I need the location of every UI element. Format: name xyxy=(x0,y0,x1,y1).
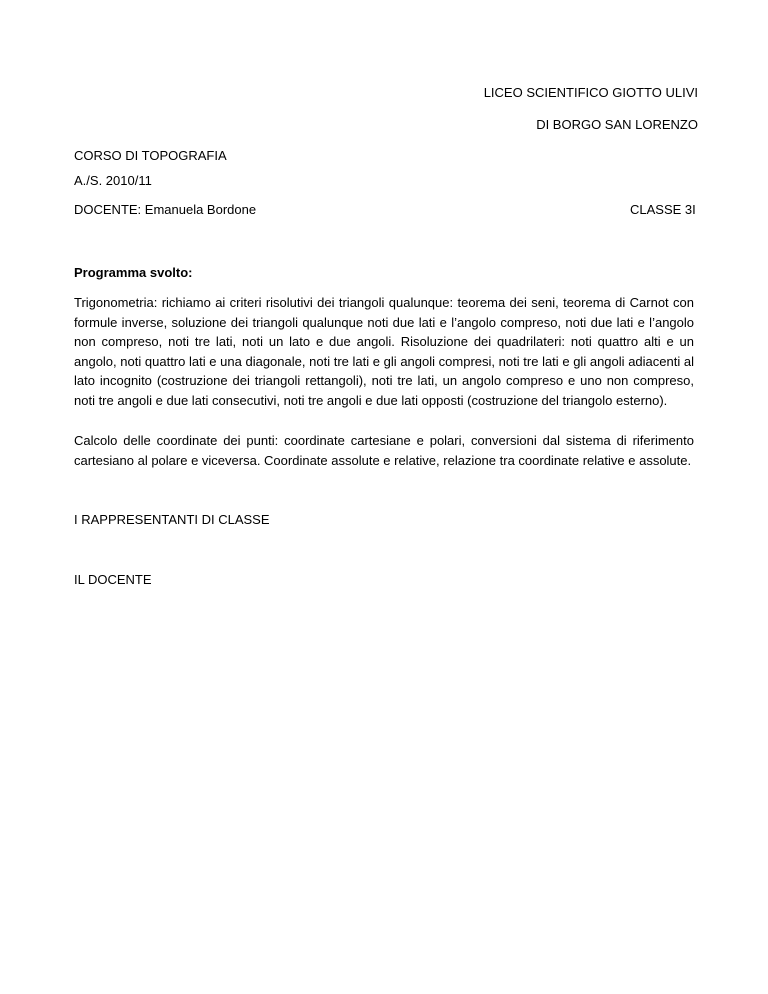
course-title: CORSO DI TOPOGRAFIA xyxy=(74,148,227,163)
program-paragraph-trigonometry: Trigonometria: richiamo ai criteri risolutivi dei triangoli qualunque: teorema dei seni, teorema di Carnot con formule inverse, soluzione dei triangoli qualunque noti due lati e l’angolo compreso, noti due lati e l’angolo non compreso, noti tre lati, noti un lato e due angoli. Risoluzione dei quadrilateri: noti quattro alti e un angolo, noti quattro lati e una diagonale, noti tre lati e gli angoli compresi, noti tre lati e gli angoli adiacenti al lato incognito (costruzione dei triangoli rettangoli), noti tre lati, un angolo compreso e uno non compreso, noti tre angoli e due lati consecutivi, noti tre angoli e due lati opposti (costruzione del triangolo esterno). xyxy=(74,295,694,408)
class-label: CLASSE 3I xyxy=(630,202,696,217)
class-representatives-signature: I RAPPRESENTANTI DI CLASSE xyxy=(74,512,270,527)
school-location: DI BORGO SAN LORENZO xyxy=(536,117,698,132)
program-heading: Programma svolto: xyxy=(74,265,193,280)
school-year: A./S. 2010/11 xyxy=(74,173,152,188)
school-name: LICEO SCIENTIFICO GIOTTO ULIVI xyxy=(483,85,698,100)
program-paragraph-coordinates: Calcolo delle coordinate dei punti: coordinate cartesiane e polari, conversioni dal sistema di riferimento cartesiano al polare e viceversa. Coordinate assolute e relative, relazione tra coordinate relative e assolute. xyxy=(74,433,694,468)
teacher-signature: IL DOCENTE xyxy=(74,572,152,587)
teacher-name: DOCENTE: Emanuela Bordone xyxy=(74,202,257,217)
